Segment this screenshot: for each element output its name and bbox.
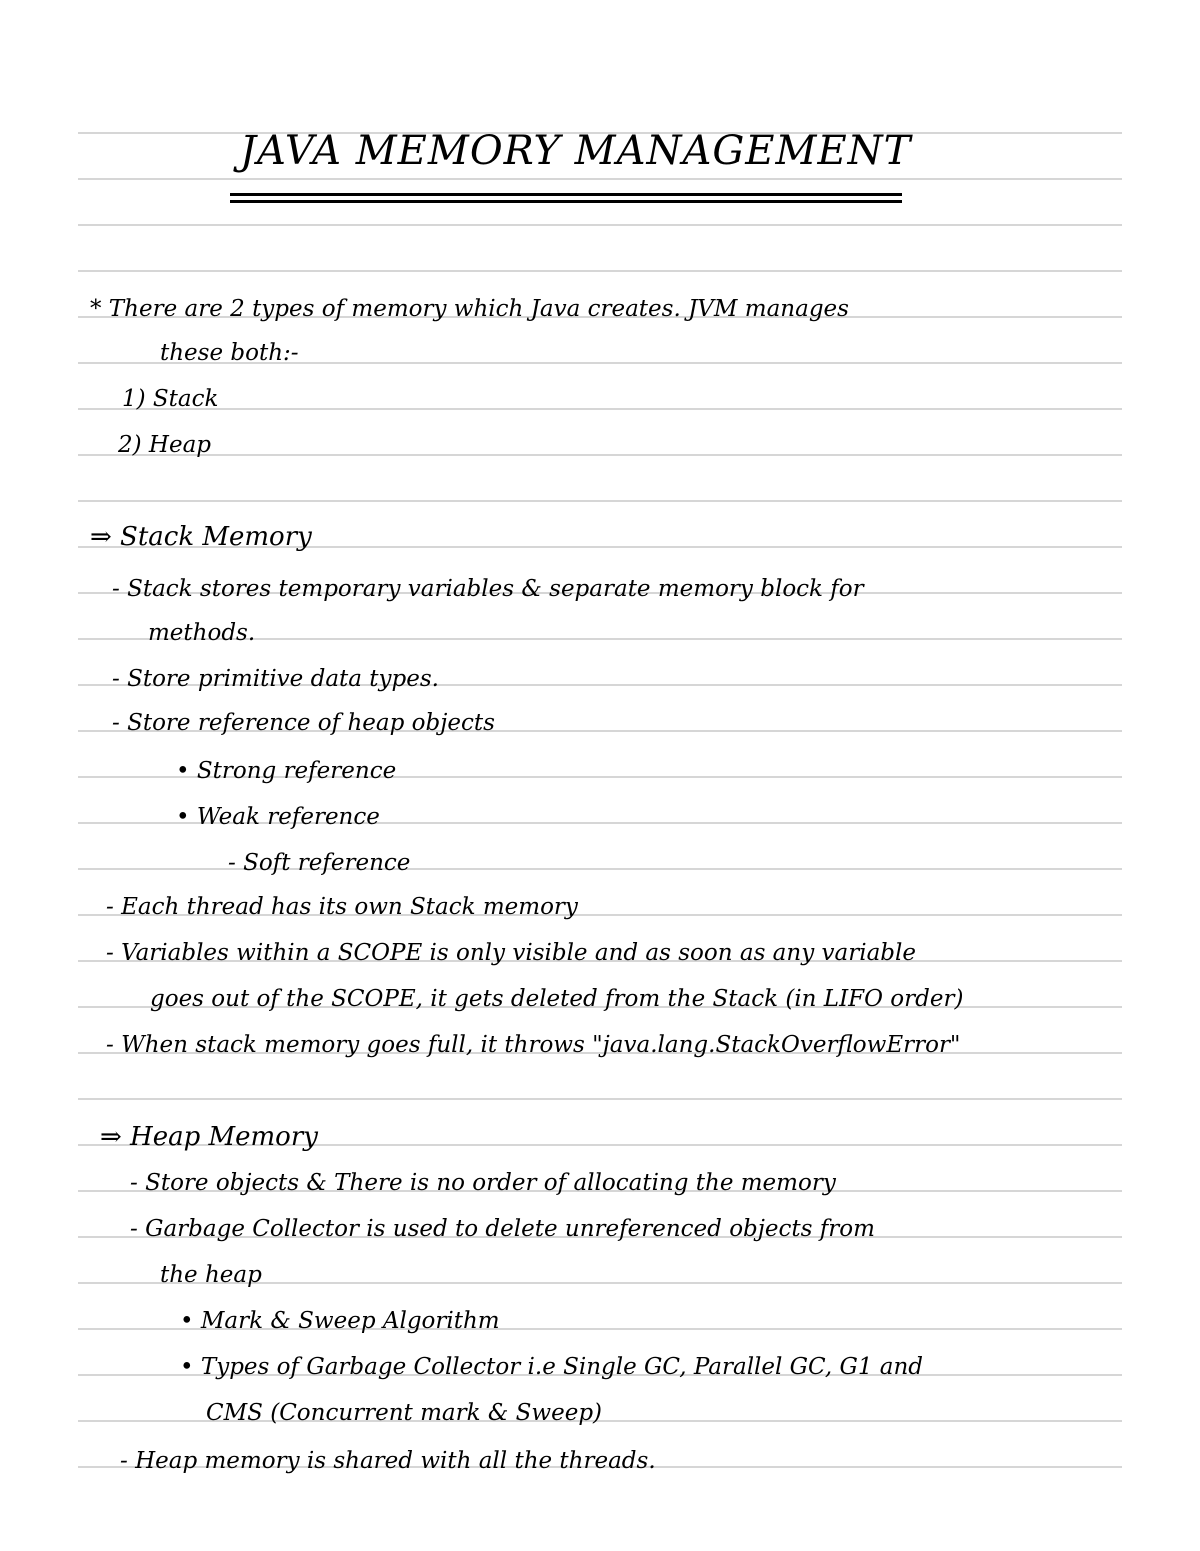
- page-title: JAVA MEMORY MANAGEMENT: [240, 128, 912, 174]
- stack-point-primitive-types: - Store primitive data types.: [112, 666, 439, 692]
- memory-type-heap: 2) Heap: [118, 432, 212, 458]
- intro-line-continued: these both:-: [160, 340, 299, 366]
- heap-point-garbage-collector-continued: the heap: [160, 1262, 262, 1288]
- ruled-line: [78, 408, 1122, 410]
- stack-point-scope: - Variables within a SCOPE is only visible and as soon as any variable: [106, 940, 916, 966]
- ruled-line: [78, 270, 1122, 272]
- stack-point-scope-continued: goes out of the SCOPE, it gets deleted from the Stack (in LIFO order): [150, 986, 964, 1012]
- heap-point-garbage-collector: - Garbage Collector is used to delete unreferenced objects from: [130, 1216, 875, 1242]
- stack-point-thread-memory: - Each thread has its own Stack memory: [106, 894, 578, 920]
- heap-memory-heading: ⇒ Heap Memory: [100, 1122, 318, 1152]
- intro-line: * There are 2 types of memory which Java creates. JVM manages: [90, 296, 849, 322]
- heap-point-store-objects: - Store objects & There is no order of allocating the memory: [130, 1170, 836, 1196]
- ruled-line: [78, 178, 1122, 180]
- ruled-line: [78, 454, 1122, 456]
- ruled-line: [78, 224, 1122, 226]
- stack-point-heap-references: - Store reference of heap objects: [112, 710, 495, 736]
- title-underline: [230, 193, 902, 196]
- stack-point-overflow-error: - When stack memory goes full, it throws "java.lang.StackOverflowError": [106, 1032, 961, 1058]
- stack-point-methods: methods.: [148, 620, 256, 646]
- stack-subpoint-soft-reference: - Soft reference: [228, 850, 411, 876]
- heap-subpoint-gc-types: • Types of Garbage Collector i.e Single GC, Parallel GC, G1 and: [180, 1354, 924, 1380]
- title-underline-second: [230, 200, 902, 203]
- stack-point-temporary-variables: - Stack stores temporary variables & separate memory block for: [112, 576, 864, 602]
- heap-point-shared-threads: - Heap memory is shared with all the threads.: [120, 1448, 656, 1474]
- heap-subpoint-mark-sweep: • Mark & Sweep Algorithm: [180, 1308, 500, 1334]
- ruled-line: [78, 500, 1122, 502]
- stack-subpoint-strong-reference: • Strong reference: [176, 758, 397, 784]
- heap-subpoint-gc-types-continued: CMS (Concurrent mark & Sweep): [206, 1400, 603, 1426]
- stack-subpoint-weak-reference: • Weak reference: [176, 804, 380, 830]
- ruled-line: [78, 1098, 1122, 1100]
- stack-memory-heading: ⇒ Stack Memory: [90, 522, 312, 552]
- memory-type-stack: 1) Stack: [122, 386, 219, 412]
